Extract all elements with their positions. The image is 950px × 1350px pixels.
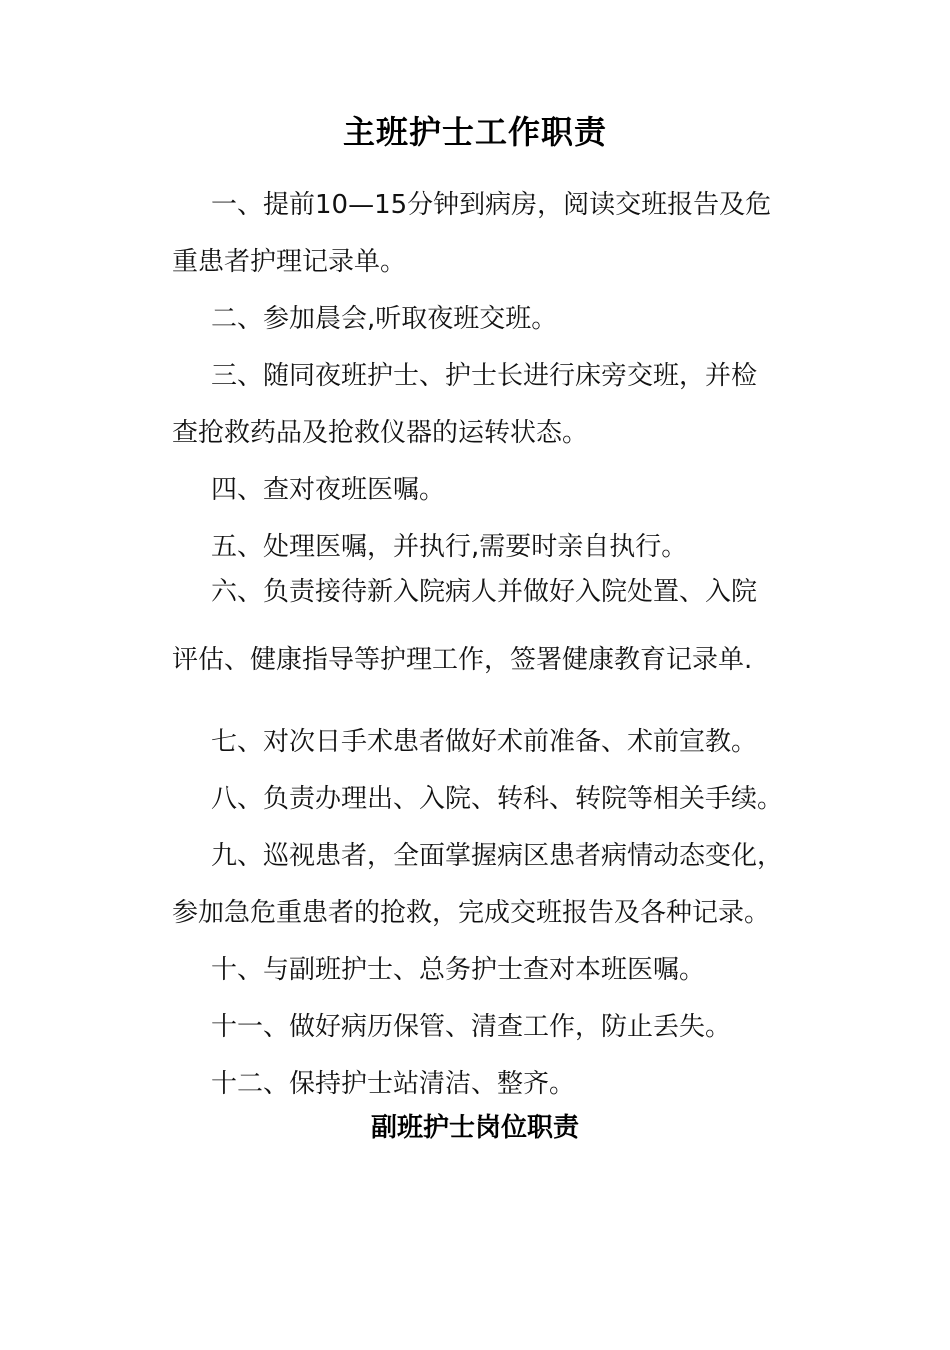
duty-item-9-line-2: 参加急危重患者的抢救，完成交班报告及各种记录。 — [172, 898, 771, 928]
duty-item-4: 四、查对夜班医嘱。 — [211, 475, 446, 505]
duty-item-6-line-1: 六、负责接待新入院病人并做好入院处置、入院 — [211, 577, 758, 607]
duty-item-12: 十二、保持护士站清洁、整齐。 — [211, 1069, 576, 1099]
duty-item-8: 八、负责办理出、入院、转科、转院等相关手续。 — [211, 784, 784, 814]
duty-item-1-line-1: 一、提前10—15分钟到病房，阅读交班报告及危 — [211, 190, 772, 220]
duty-item-10: 十、与副班护士、总务护士查对本班医嘱。 — [211, 955, 706, 985]
duty-item-2: 二、参加晨会,听取夜班交班。 — [211, 304, 558, 334]
duty-item-9-line-1: 九、巡视患者，全面掌握病区患者病情动态变化， — [211, 841, 784, 871]
duty-item-3-line-2: 查抢救药品及抢救仪器的运转状态。 — [172, 418, 589, 448]
duty-item-6-line-2: 评估、健康指导等护理工作，签署健康教育记录单. — [172, 645, 753, 675]
document-title: 主班护士工作职责 — [342, 113, 607, 151]
duty-item-3-line-1: 三、随同夜班护士、护士长进行床旁交班，并检 — [211, 361, 758, 391]
duty-item-1-line-2: 重患者护理记录单。 — [172, 247, 407, 277]
duty-item-7: 七、对次日手术患者做好术前准备、术前宣教。 — [211, 727, 758, 757]
next-section-title: 副班护士岗位职责 — [370, 1113, 579, 1143]
duty-item-5: 五、处理医嘱，并执行,需要时亲自执行。 — [211, 532, 688, 562]
duty-item-11: 十一、做好病历保管、清查工作，防止丢失。 — [211, 1012, 732, 1042]
